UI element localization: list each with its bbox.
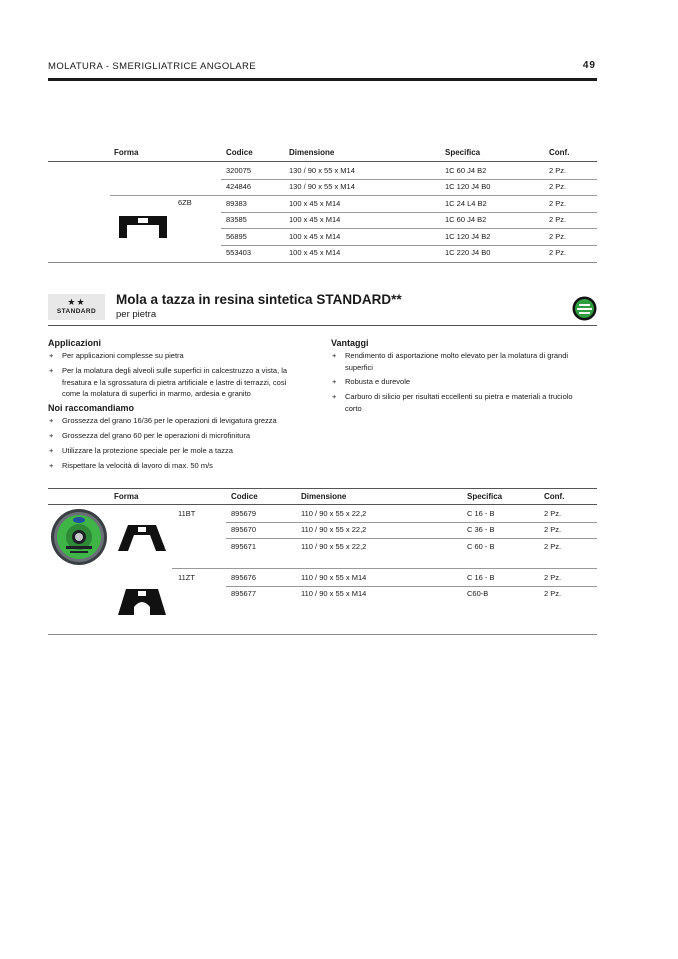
cell-dimensione: 130 / 90 x 55 x M14 — [289, 182, 355, 191]
cell-conf: 2 Pz. — [549, 215, 567, 224]
bullet-text: Grossezza del grano 60 per le operazioni di microfinitura — [62, 431, 251, 440]
cell-conf: 2 Pz. — [549, 166, 567, 175]
stone-material-icon — [572, 296, 597, 326]
shape-6zb-icon — [119, 216, 167, 240]
bullet-plus: + — [49, 431, 54, 440]
cell-specifica: 1C 120 J4 B0 — [445, 182, 491, 191]
row-divider — [221, 228, 597, 229]
cell-codice: 424846 — [226, 182, 252, 191]
col-conf: Conf. — [549, 148, 570, 157]
cell-codice: 895677 — [231, 589, 257, 598]
cell-specifica: 1C 220 J4 B0 — [445, 248, 491, 257]
cell-specifica: C 16 - B — [467, 509, 495, 518]
col-forma: Forma — [114, 148, 139, 157]
bullet-plus: + — [332, 351, 337, 360]
section-title: MOLATURA - SMERIGLIATRICE ANGOLARE — [48, 61, 257, 72]
raccomandiamo-item — [49, 430, 319, 442]
cell-conf: 2 Pz. — [544, 525, 562, 534]
cell-specifica: C60-B — [467, 589, 489, 598]
row-divider — [226, 586, 597, 587]
shape-code: 11ZT — [178, 573, 195, 582]
cell-codice: 320075 — [226, 166, 252, 175]
row-divider — [221, 212, 597, 213]
bullet-text: superfici — [345, 362, 373, 372]
table-top-line — [48, 488, 597, 489]
cell-codice: 895670 — [231, 525, 257, 534]
standard-badge — [48, 294, 105, 320]
stars-icon: ★★ — [67, 297, 86, 307]
cell-conf: 2 Pz. — [549, 248, 567, 257]
cell-conf: 2 Pz. — [544, 589, 562, 598]
cell-dimensione: 110 / 90 x 55 x 22,2 — [301, 509, 367, 518]
cell-dimensione: 110 / 90 x 55 x M14 — [301, 589, 367, 598]
cell-dimensione: 100 x 45 x M14 — [289, 215, 341, 224]
bullet-plus: + — [332, 377, 337, 386]
cell-conf: 2 Pz. — [544, 542, 562, 551]
bullet-text: Per applicazioni complesse su pietra — [62, 351, 184, 360]
cell-dimensione: 100 x 45 x M14 — [289, 232, 341, 241]
cell-specifica: C 60 - B — [467, 542, 495, 551]
cell-specifica: 1C 24 L4 B2 — [445, 199, 487, 208]
header-divider — [48, 78, 597, 81]
vantaggi-heading: Vantaggi — [331, 338, 369, 348]
cell-codice: 895676 — [231, 573, 257, 582]
bullet-text: Utilizzare la protezione speciale per le mole a tazza — [62, 446, 233, 455]
row-divider — [110, 195, 597, 196]
vantaggi-item — [332, 391, 597, 415]
cell-specifica: C 36 - B — [467, 525, 495, 534]
bullet-plus: + — [49, 416, 54, 425]
product-subtitle: per pietra — [116, 309, 157, 320]
cell-codice: 553403 — [226, 248, 252, 257]
applicazioni-item — [49, 350, 319, 362]
bullet-plus: + — [49, 351, 54, 360]
bullet-text: corto — [345, 403, 362, 413]
shape-11zt-icon — [118, 589, 166, 617]
bullet-text: Rendimento di asportazione molto elevato per la molatura di grandi — [345, 351, 569, 360]
cell-conf: 2 Pz. — [549, 232, 567, 241]
applicazioni-item — [49, 365, 319, 401]
cell-specifica: 1C 120 J4 B2 — [445, 232, 491, 241]
raccomandiamo-item — [49, 445, 319, 457]
bullet-text: Carburo di silicio per risultati eccellenti su pietra e materiali a truciolo — [345, 392, 573, 401]
col-codice: Codice — [226, 148, 253, 157]
cell-codice: 895671 — [231, 542, 257, 551]
row-divider — [226, 522, 597, 523]
shape-11bt-icon — [118, 525, 166, 553]
bullet-text: fresatura e la sgrossatura di pietra artificiale e lastre di terrazzi, così — [62, 377, 287, 387]
product-table-cups — [48, 488, 597, 638]
bullet-plus: + — [49, 461, 54, 470]
bullet-text: Per la molatura degli alveoli sulle superfici in calcestruzzo a vista, la — [62, 366, 288, 375]
shape-code: 6ZB — [178, 198, 192, 207]
cell-dimensione: 100 x 45 x M14 — [289, 199, 341, 208]
raccomandiamo-item — [49, 460, 319, 472]
cell-codice: 56895 — [226, 232, 247, 241]
cell-conf: 2 Pz. — [549, 199, 567, 208]
header-line — [48, 504, 597, 505]
cell-dimensione: 110 / 90 x 55 x 22,2 — [301, 525, 367, 534]
raccomandiamo-heading: Noi raccomandiamo — [48, 403, 135, 413]
row-divider — [221, 179, 597, 180]
cell-conf: 2 Pz. — [544, 573, 562, 582]
bullet-text: Grossezza del grano 16/36 per le operazioni di levigatura grezza — [62, 416, 277, 425]
bullet-plus: + — [49, 366, 54, 375]
cell-specifica: C 16 - B — [467, 573, 495, 582]
header-line — [48, 161, 597, 162]
badge-label: STANDARD — [56, 308, 97, 315]
cell-specifica: 1C 60 J4 B2 — [445, 215, 487, 224]
cell-codice: 89383 — [226, 199, 247, 208]
page-number: 49 — [582, 60, 596, 71]
row-divider — [221, 245, 597, 246]
applicazioni-heading: Applicazioni — [48, 338, 102, 348]
cell-dimensione: 110 / 90 x 55 x 22,2 — [301, 542, 367, 551]
product-divider — [48, 325, 597, 326]
vantaggi-item — [332, 350, 597, 374]
vantaggi-item — [332, 376, 597, 388]
col-specifica: Specifica — [445, 148, 481, 157]
product-title: Mola a tazza in resina sintetica STANDARD** — [116, 292, 402, 307]
bullet-plus: + — [49, 446, 54, 455]
cell-codice: 83585 — [226, 215, 247, 224]
row-divider — [226, 538, 597, 539]
col-dimensione: Dimensione — [301, 492, 347, 501]
cup-wheel-photo — [50, 508, 108, 568]
table-bottom-line — [48, 262, 597, 263]
cell-specifica: 1C 60 J4 B2 — [445, 166, 487, 175]
cell-codice: 895679 — [231, 509, 257, 518]
raccomandiamo-item — [49, 415, 319, 427]
col-conf: Conf. — [544, 492, 565, 501]
group-divider — [172, 568, 597, 569]
col-dimensione: Dimensione — [289, 148, 335, 157]
cell-dimensione: 110 / 90 x 55 x M14 — [301, 573, 367, 582]
bullet-text: Robusta e durevole — [345, 377, 411, 386]
col-specifica: Specifica — [467, 492, 503, 501]
bullet-plus: + — [332, 392, 337, 401]
bullet-text: Rispettare la velocità di lavoro di max. 50 m/s — [62, 461, 213, 470]
col-codice: Codice — [231, 492, 258, 501]
cell-conf: 2 Pz. — [549, 182, 567, 191]
bullet-text: come la molatura di superfici in marmo, ardesia e granito — [62, 389, 251, 398]
cell-conf: 2 Pz. — [544, 509, 562, 518]
product-table-6zb — [48, 145, 597, 265]
col-forma: Forma — [114, 492, 139, 501]
table-bottom-line — [48, 634, 597, 635]
cell-dimensione: 130 / 90 x 55 x M14 — [289, 166, 355, 175]
cell-dimensione: 100 x 45 x M14 — [289, 248, 341, 257]
shape-code: 11BT — [178, 509, 196, 518]
